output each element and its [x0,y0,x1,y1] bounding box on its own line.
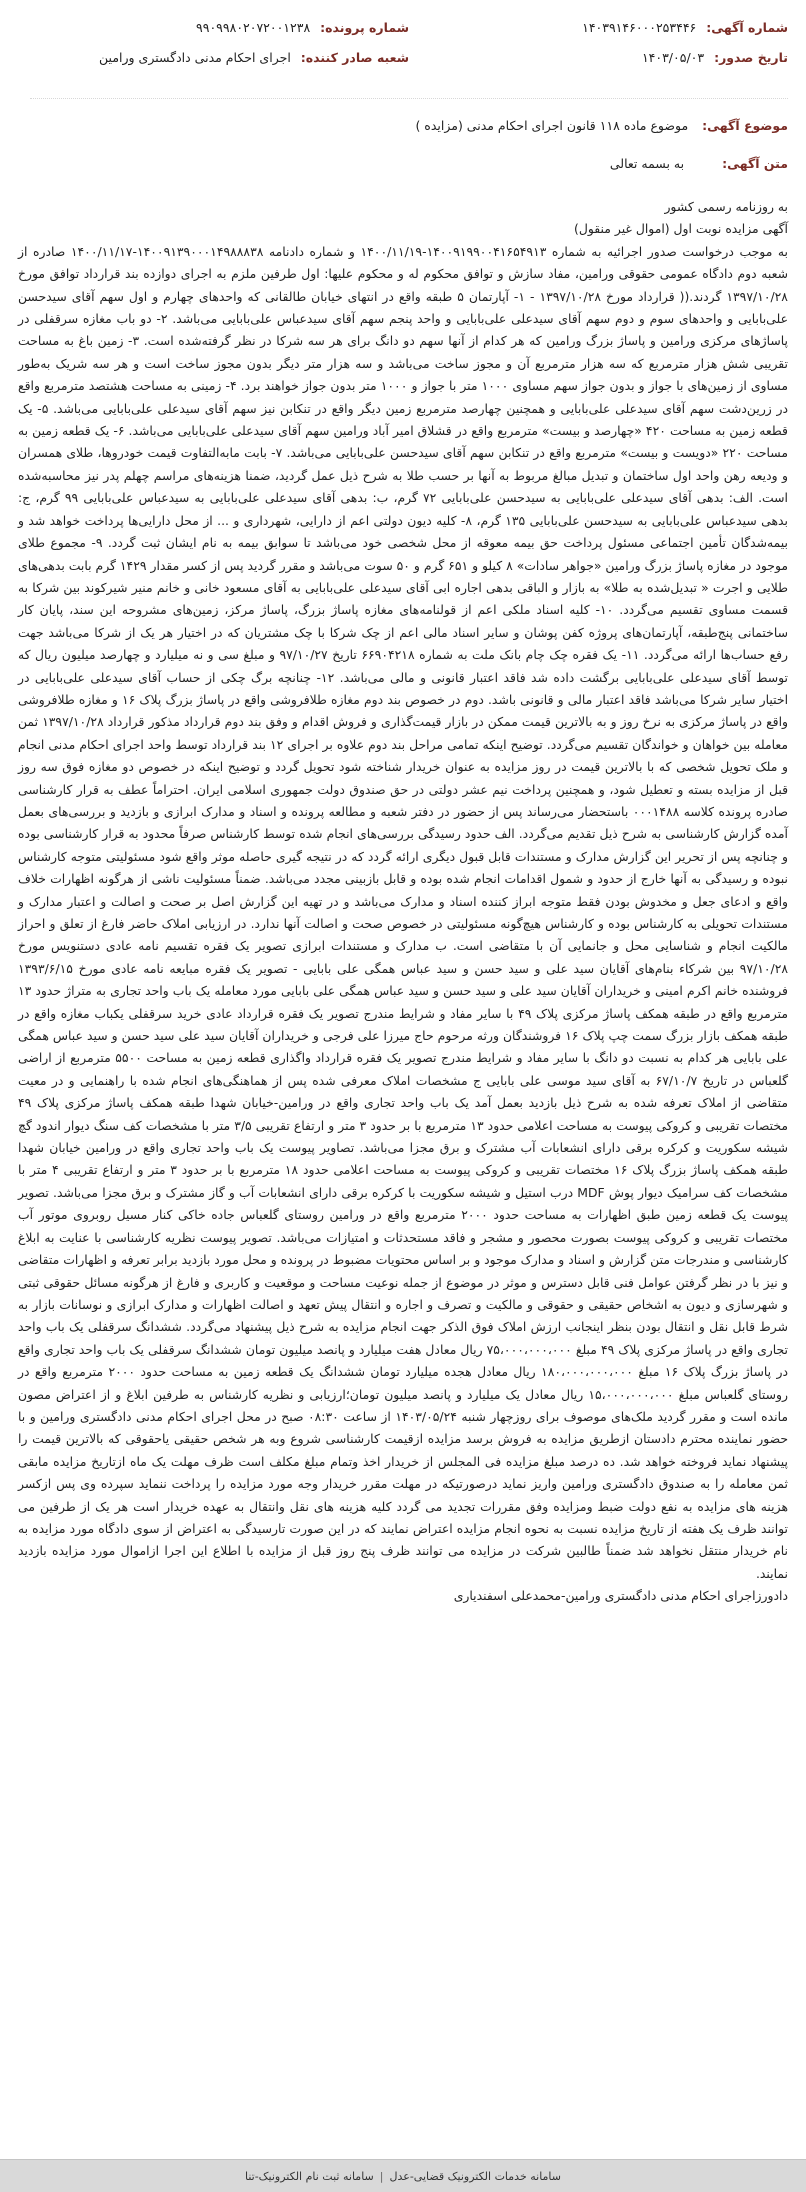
body-paragraph: به موجب درخواست صدور اجرائیه به شماره ۱۴۰۰۹۱۹۹۰۰۴۱۶۵۴۹۱۳-۱۴۰۰/۱۱/۱۹ و شماره دادنامه ۱۴۰۰۹۱۳۹۰۰۰۱۴۹۸۸۸۳۸-۱۴۰۰/۱۱/۱۷ صادره از شعبه دوم دادگاه عمومی حقوقی ورامین، مفاد سازش و توافق محکوم له و محکوم علیها: اول طرفین ملزم به اجرای دوازده بند قرارداد توافق مورخ ۱۳۹۷/۱۰/۲۸ گردند.(( قرارداد مورخ ۱۳۹۷/۱۰/۲۸ - ۱- آپارتمان ۵ طبقه واقع در انتهای خیابان طالقانی که واحدهای چهارم و اول سهم آقای سیدحسن علی‌بابایی و واحدهای سوم و دوم سهم آقای سیدعلی علی‌بابایی و واحد پنجم سهم آقای سیدعباس علی‌بابایی می‌باشد. ۲- دو باب مغازه سرقفلی در پاساژهای مرکزی ورامین و پاساژ بزرگ ورامین که هر کدام از آنها سهم دو دانگ برای هر سه شرکا در نظر گرفته‌شده است. ۳- زمین باغ به مساحت تقریبی شش هزار مترمربع که سه هزار مترمربع آن و مجوز ساخت می‌باشد و سه هزار متر دیگر بدون مجوز ساخت است و هر سه شریک به‌طور مساوی از زمین‌های با جواز و بدون جواز سهم مساوی ۱۰۰۰ متر با جواز و ۱۰۰۰ متر بدون جواز خواهند برد. ۴- زمینی به مساحت هشتصد مترمربع واقع در زرین‌دشت سهم آقای سیدعلی علی‌بابایی و همچنین چهارصد مترمربع زمین دیگر واقع در تنکابن نیز سهم آقای سیدعلی علی‌بابایی می‌باشد. ۵- یک قطعه زمین به مساحت ۴۲۰ «چهارصد و بیست» مترمربع واقع در قشلاق امیر آباد ورامین سهم آقای سیدعلی علی‌بابایی می‌باشد. ۶- یک قطعه زمین به مساحت ۲۲۰ «دویست و بیست» مترمربع واقع در تنکابن سهم آقای سیدحسن علی‌بابایی می‌باشد. ۷- بابت مابه‌التفاوت قیمت خودروها، طلای همسران و ودیعه رهن واحد اول ساختمان و تبدیل مبالغ مربوط به آنها بر حسب طلا به شرح ذیل عمل گردید، ضمنا هزینه‌های مراسم چهلم پدر نیز محاسبه‌شده است. الف: بدهی آقای سیدعلی علی‌بابایی به سیدحسن علی‌بابایی ۷۲ گرم، ب: بدهی آقای سیدعلی علی‌بابایی به سیدعباس علی‌بابایی ۹۹ گرم، ج: بدهی سیدعباس علی‌بابایی به سیدحسن علی‌بابایی ۱۳۵ گرم، ۸- کلیه دیون دولتی اعم از دارایی، شهرداری و ... از محل دارایی‌ها پرداخت خواهد شد و بیمه‌شدگان تأمین اجتماعی مسئول پرداخت حق بیمه معوقه از محل شخصی خود می‌باشد تا سوابق بیمه به نام ایشان ثبت گردد. ۹- مجموع طلای موجود در مغازه پاساژ بزرگ ورامین «جواهر سادات» ۸ کیلو و ۶۵۱ گرم و ۵۰ سوت می‌باشد و مقرر گردید پس از کسر مقدار ۱۴۲۹ گرم بابت بدهی‌های طلایی و اجرت « تبدیل‌شده به طلا» به بازار و الباقی بدهی اجاره ابی آقای سیدعلی علی‌بابایی به آقای مسعود خانی و خانم منیر شیرکوند بین شرکا به قسمت مساوی تقسیم می‌گردد. ۱۰- کلیه اسناد ملکی اعم از قولنامه‌های مغازه پاساژ بزرگ، پاساژ مرکز، زمین‌های مشروحه این سند، پایان کار ساختمانی پنج‌طبقه، آپارتمان‌های پروژه کفن پوشان و سایر اسناد مالی اعم از چک شرکا با چک مشتریان که در اختیار هر یک از شرکا می‌باشد جهت رفع حساب‌ها ارائه می‌گردد. ۱۱- یک فقره چک چام بانک ملت به شماره ۶۶۹۰۴۲۱۸ تاریخ ۹۷/۱۰/۲۷ و مبلغ سی و نه میلیارد و چهارصد میلیون ریال که توسط آقای سیدعلی علی‌بابایی برگشت داده شد فاقد اعتبار قانونی و مالی می‌باشد. ۱۲- چنانچه برگ چکی از حساب آقای سیدعلی علی‌بابایی در اختیار سایر شرکا می‌باشد فاقد اعتبار مالی و قانونی باشد. دوم در خصوص بند دوم مغازه طلافروشی واقع در پاساژ بزرگ پلاک ۱۶ و مغازه طلافروشی واقع در پاساژ مرکزی به نرخ روز و به بالاترین قیمت ممکن در بازار قیمت‌گذاری و فروش اقدام و وفق بند دوم قرارداد مذکور قرارداد ۱۳۹۷/۱۰/۲۸ ثمن معامله بین خواهان و خواندگان تقسیم می‌گردد. توضیح اینکه تمامی مراحل بند دوم علاوه بر اجرای ۱۲ بند قرارداد توسط واحد اجرای احکام مدنی انجام و ملک تحویل شخصی که با بالاترین قیمت در روز مزایده به عنوان خریدار شناخته شود تحویل گردد و توضیح اینکه در خصوص دو مغازه فوق سه روز قبل از مزایده بسته و تعطیل شود، و همچنین پرداخت نیم عشر دولتی در حق صندوق دولت جمهوری اسلامی ایران. احتراماً عطف به قرار کارشناسی صادره پرونده کلاسه ۰۰۰۱۴۸۸ باستحضار می‌رساند پس از حضور در دفتر شعبه و مطالعه پرونده و اسناد و مدارک ابرازی و بازدید و بررسی‌های بعمل آمده گزارش کارشناسی به شرح ذیل تقدیم می‌گردد. الف حدود رسیدگی بررسی‌های انجام شده توسط کارشناس صرفاً محدود به قرار کارشناسی بوده و چنانچه پس از تحریر این گزارش مدارک و مستندات قابل قبول دیگری ارائه گردد که در نتیجه گیری حاصله موثر واقع شود مسئولیتی متوجه کارشناس نبوده و رسیدگی به آنها خارج از حدود و شمول اقدامات انجام شده بوده و قابل بازبینی مجدد می‌باشد. ضمناً مسئولیت ناشی از هرگونه اظهارات خلاف واقع و ادعای جعل و مخدوش بودن فقط متوجه ابراز کننده اسناد و مدارک می‌باشد و در تهیه این گزارش اصل بر صحت و اصالت و اعتبار مدارک و مستندات تحویلی به کارشناس بوده و کارشناس هیچ‌گونه مسئولیتی در خصوص صحت و اصالت آنها ندارد. در ارزیابی املاک حاضر فارغ از تعلق و احراز مالکیت انجام و شناسایی محل و جانمایی آن با متقاضی است. ب مدارک و مستندات ابرازی تصویر یک فقره تقسیم نامه عادی دستنویس مورخ ۹۷/۱۰/۲۸ بین شرکاء بنام‌های آقایان سید علی و سید حسن و سید عباس همگی علی بابایی - تصویر یک فقره مبایعه نامه عادی مورخ ۱۳۹۳/۶/۱۵ فروشنده خانم اکرم امینی و خریداران آقایان سید علی و سید حسن و سید عباس همگی علی بابایی مورد معامله یک باب واحد تجاری به متراژ حدود ۱۳ مترمربع واقع در طبقه همکف پاساژ مرکزی پلاک ۴۹ با سایر مفاد و شرایط مندرج تصویر یک فقره قرارداد عادی خرید سرقفلی یکباب مغازه واقع در طبقه همکف بازار بزرگ سمت چپ پلاک ۱۶ فروشندگان ورثه مرحوم حاج میرزا علی فرجی و خریداران آقایان سید علی سید حسن و سید عباس همگی علی بابایی هر کدام به نسبت دو دانگ با سایر مفاد و شرایط مندرج تصویر یک فقره قرارداد واگذاری قطعه زمین به مساحت ۵۵۰۰ مترمربع از اراضی گلعباس در تاریخ ۶۷/۱۰/۷ به آقای سید موسی علی بابایی ج مشخصات املاک معرفی شده پس از هماهنگی‌های انجام شده با راهنمایی و در معیت متقاضی از املاک تعرفه شده به شرح ذیل بازدید بعمل آمد یک باب واحد تجاری واقع در ورامین-خیابان شهدا طبقه همکف پاساژ مرکزی پلاک ۴۹ مختصات تقریبی و کروکی پیوست به مساحت اعلامی حدود ۱۳ مترمربع با بر حدود ۳ متر و ارتفاع تقریبی ۳/۵ متر با مشخصات کف سنگ دیوار اندود گچ شیشه سکوریت و کرکره برقی دارای انشعابات آب مشترک و برق مجزا می‌باشد. تصاویر پیوست یک باب واحد تجاری واقع در ورامین خیابان شهدا طبقه همکف پاساژ بزرگ پلاک ۱۶ مختصات تقریبی و کروکی پیوست به مساحت اعلامی حدود ۱۸ مترمربع با بر حدود ۳ متر و ارتفاع تقریبی ۴ متر با مشخصات کف سرامیک دیوار پوش MDF درب استیل و شیشه سکوریت با کرکره برقی دارای انشعابات آب و گاز مشترک و برق مجزا می‌باشد. تصویر پیوست یک قطعه زمین طبق اظهارات به مساحت حدود ۲۰۰۰ مترمربع واقع در ورامین روستای گلعباس جاده خاکی کنار مسیل روبروی موتور آب مختصات تقریبی و کروکی پیوست بصورت محصور و مشجر و فاقد مستحدثات و امتیازات می‌باشد. تصویر پیوست نظریه کارشناسی با عنایت به ابلاغ کارشناسی و مندرجات متن گزارش و اسناد و مدارک موجود و بر اساس محتویات مضبوط در پرونده و محل مورد بازدید برابر تعرفه و اظهارات متقاضی و نیز با در نظر گرفتن عوامل فنی قابل دسترس و موثر در موضوع از جمله نوعیت مساحت و موقعیت و کاربری و فارغ از هرگونه مسائل حقوقی ثبتی و شهرسازی و دیون به اشخاص حقیقی و حقوقی و مالکیت و تصرف و اجاره و انتقال پیش تعهد و اصالت اظهارات و مدارک ابرازی و نوسانات بازار به شرط قابل نقل و انتقال بودن بنظر اینجانب ارزش املاک فوق الذکر جهت انجام مزایده به شرح ذیل پیشنهاد می‌گردد. ششدانگ سرقفلی یک باب واحد تجاری واقع در پاساژ مرکزی پلاک ۴۹ مبلغ ۷۵،۰۰۰،۰۰۰،۰۰۰ ریال معادل هفت میلیارد و پانصد میلیون تومان ششدانگ سرقفلی یک باب واحد تجاری واقع در پاساژ بزرگ پلاک ۱۶ مبلغ ۱۸۰،۰۰۰،۰۰۰،۰۰۰ ریال معادل هجده میلیارد تومان ششدانگ یک قطعه زمین به مساحت حدود ۲۰۰۰ مترمربع واقع در روستای گلعباس مبلغ ۱۵،۰۰۰،۰۰۰،۰۰۰ ریال معادل یک میلیارد و پانصد میلیون تومان؛ارزیابی و نظریه کارشناس به طرفین ابلاغ و از اعتراض مصون مانده است و مقرر گردید ملک‌های موصوف برای روزچهار شنبه ۱۴۰۳/۰۵/۲۴ از ساعت ۰۸:۳۰ صبح در محل اجرای احکام مدنی دادگستری ورامین و با حضور نماینده محترم دادستان ازطریق مزایده به فروش برسد مزایده ازقیمت کارشناسی شروع وبه هر شخص حقیقی یاحقوقی که بالاترین قیمت را پیشنهاد نماید فروخته خواهد شد. ده درصد مبلغ مزایده فی المجلس از خریدار اخذ وتمام مبلغ مکلف است ظرف مهلت یک ماه ازتاریخ مزایده مابقی ثمن معامله را به صندوق دادگستری ورامین واریز نماید درصورتیکه در مهلت مقرر خریدار وجه مورد مزایده را پرداخت ننماید سپرده وی پس ازکسر هزینه های مزایده به نفع دولت ضبط ومزایده وفق مقررات تجدید می گردد کلیه هزینه های نقل وانتقال به عهده خریدار است هر یک از طرفین می توانند ظرف یک هفته از تاریخ مزایده نسبت به نحوه انجام مزایده اعتراض نمایند که در این صورت تارسیدگی به اعتراض از سوی دادگاه مورد مزایده به نام خریدار منتقل نخواهد شد ضمناً طالبین شرکت در مزایده می توانند ظرف پنج روز قبل از مزایده با اطلاع این اجرا ازاموال مورد مزایده بازدید نمایند. [18,243,789,1581]
header-row-2 [30,42,788,72]
ad-text-row [30,156,788,171]
footer-separator: | [379,2169,384,2183]
footer-link-adl[interactable]: سامانه خدمات الکترونیک قضایی-عدل [389,2169,562,2183]
subject-row [30,118,788,133]
ad-number-label: شماره آگهی: [706,19,788,35]
issue-date-cell [409,50,788,65]
footer-link-tana[interactable]: سامانه ثبت نام الکترونیک‌-تنا [244,2169,374,2183]
subject-label: موضوع آگهی: [702,118,788,133]
ad-number-cell [409,20,788,35]
header-divider [30,98,788,99]
ad-text-label: متن آگهی: [722,156,788,171]
footer-bar [0,2159,806,2192]
case-number-value: ۹۹۰۹۹۸۰۲۰۷۲۰۰۱۲۳۸ [196,19,311,35]
header-row-1 [30,12,788,42]
issuing-branch-cell [30,50,409,65]
notice-body [18,196,788,1608]
issuing-branch-label: شعبه صادر کننده: [300,49,409,65]
case-number-cell [30,20,409,35]
body-line-2: آگهی مزایده نوبت اول (اموال غیر منقول) [574,221,788,237]
ad-number-value: ۱۴۰۳۹۱۴۶۰۰۰۲۵۳۴۴۶ [582,19,697,35]
body-line-1: به روزنامه رسمی کشور [664,199,788,214]
issuing-branch-value: اجرای احکام مدنی دادگستری ورامین [99,49,291,65]
subject-value: موضوع ماده ۱۱۸ قانون اجرای احکام مدنی (مزایده ) [415,118,689,133]
case-number-label: شماره پرونده: [320,19,409,35]
issue-date-value: ۱۴۰۳/۰۵/۰۳ [641,49,705,65]
signature: دادورزاجرای احکام مدنی دادگستری ورامین-محمدعلی اسفندیاری [453,1588,788,1604]
bismillah-text: به بسمه تعالی [609,156,685,171]
issue-date-label: تاریخ صدور: [714,49,788,65]
notice-header [30,12,788,72]
